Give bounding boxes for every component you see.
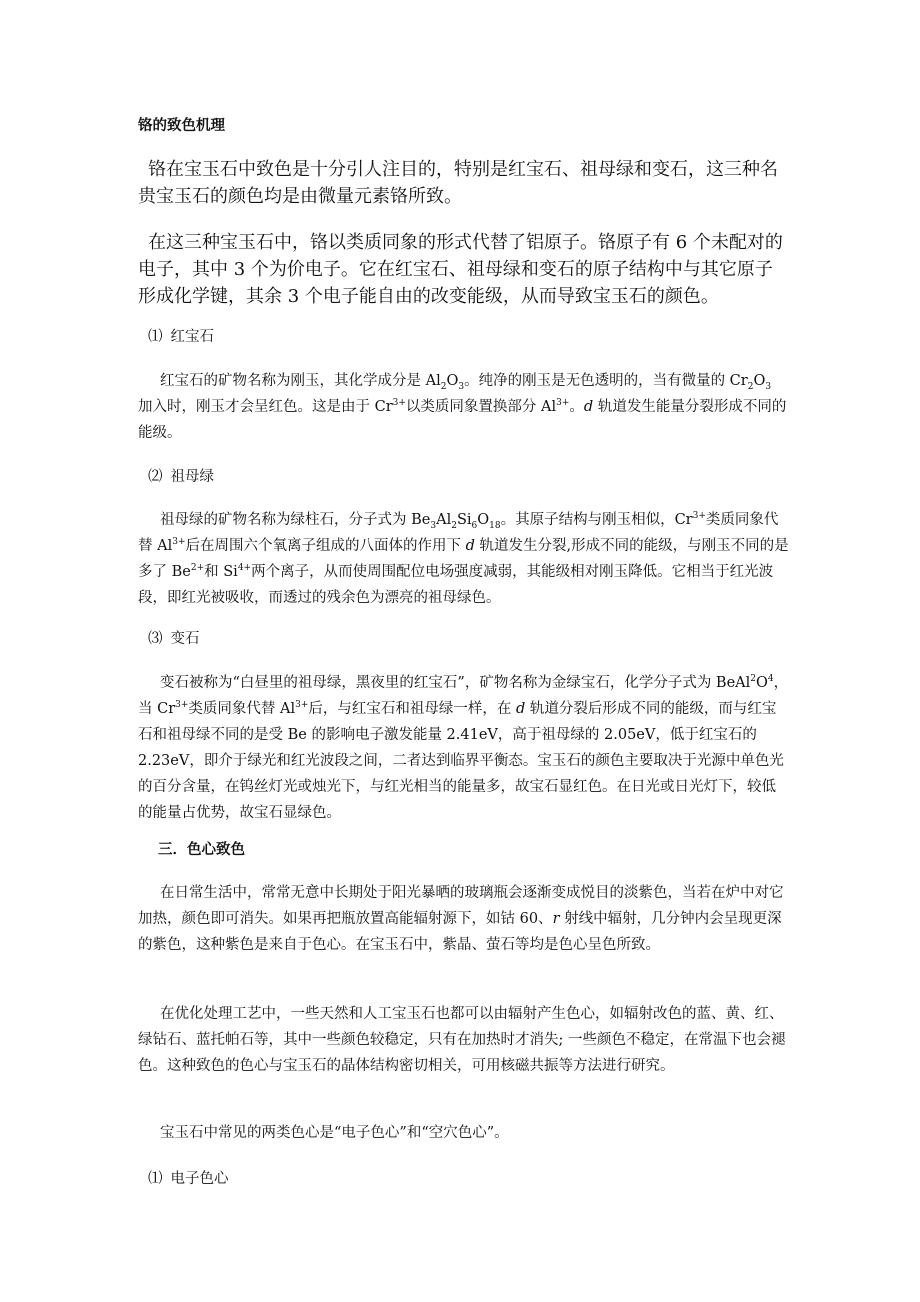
alexandrite-paragraph: 变石被称为“白昼里的祖母绿，黑夜里的红宝石”，矿物名称为金绿宝石，化学分子式为 $BeAl^2O^4$，当 $Cr^{3+}$类质同象代替 $Al^{3+}$后，与红宝石和祖母绿一样，在 d 轨道分裂后形成不同的能级，而与红宝石和祖母绿不同的是受 Be 的影响电子激发能量 2.41eV，高于祖母绿的 2.05eV，低于红宝石的 2.23eV，即介于绿光和红光波段之间，二者达到临界平衡态。宝玉石的颜色主要取决于光源中单色光的百分含量，在钨丝灯光或烛光下，与红光相当的能量多，故宝石显红色。在日光或日光灯下，较低的能量占优势，故宝石显绿色。 bbox=[138, 674, 789, 821]
alexandrite-heading bbox=[148, 627, 200, 648]
emerald-heading-text: 祖母绿 bbox=[170, 469, 214, 485]
intro-paragraph: 铬在宝玉石中致色是十分引人注目的，特别是红宝石、祖母绿和变石，这三种名贵宝玉石的颜色均是由微量元素铬所致。 bbox=[138, 159, 778, 207]
alexandrite-number: ⑶ bbox=[148, 631, 163, 647]
section-heading-color-center: 三．色心致色 bbox=[158, 842, 245, 858]
section-title: 铬的致色机理 bbox=[138, 118, 225, 134]
emerald-paragraph: 祖母绿的矿物名称为绿柱石，分子式为 $Be_3Al_2Si_6O_{18}$。其原子结构与刚玉相似，$Cr^{3+}$类质同象代替 $Al^{3+}$后在周围六个氧离子组成的八面体的作用下 d 轨道发生分裂,形成不同的能级，与刚玉不同的是多了 $Be^{2+}$和 $Si^{4+}$两个离子，从而使周围配位电场强度减弱，其能级相对刚玉降低。它相当于红光波段，即红光被吸收，而透过的残余色为漂亮的祖母绿色。 bbox=[138, 511, 789, 606]
ruby-heading-text: 红宝石 bbox=[170, 329, 214, 345]
ruby-heading bbox=[148, 325, 214, 346]
chromium-paragraph: 在这三种宝玉石中，铬以类质同象的形式代替了铝原子。铬原子有 6 个未配对的电子，其中 3 个为价电子。它在红宝石、祖母绿和变石的原子结构中与其它原子形成化学键，其余 3 个电子能自由的改变能级，从而导致宝玉石的颜色。 bbox=[138, 232, 783, 307]
color-center-paragraph-1: 在日常生活中，常常无意中长期处于阳光暴晒的玻璃瓶会逐渐变成悦目的淡紫色，当若在炉中对它加热，颜色即可消失。如果再把瓶放置高能辐射源下，如钴 60、r 射线中辐射，几分钟内会呈现更深的紫色，这种紫色是来自于色心。在宝玉石中，紫晶、萤石等均是色心呈色所致。 bbox=[138, 885, 784, 953]
ruby-number: ⑴ bbox=[148, 329, 163, 345]
color-center-paragraph-3: 宝玉石中常见的两类色心是“电子色心”和“空穴色心”。 bbox=[160, 1125, 509, 1141]
electron-center-number: ⑴ bbox=[148, 1171, 163, 1187]
emerald-heading bbox=[148, 465, 214, 486]
electron-center-heading-text: 电子色心 bbox=[170, 1171, 229, 1187]
alexandrite-heading-text: 变石 bbox=[170, 631, 200, 647]
emerald-number: ⑵ bbox=[148, 469, 163, 485]
electron-center-heading bbox=[148, 1167, 229, 1188]
color-center-paragraph-2: 在优化处理工艺中，一些天然和人工宝玉石也都可以由辐射产生色心，如辐射改色的蓝、黄、红、绿钻石、蓝托帕石等，其中一些颜色较稳定，只有在加热时才消失; 一些颜色不稳定，在常温下也会褪色。这种致色的色心与宝玉石的晶体结构密切相关，可用核磁共振等方法进行研究。 bbox=[138, 1006, 786, 1074]
ruby-paragraph: 红宝石的矿物名称为刚玉，其化学成分是 $Al_2O_3$。纯净的刚玉是无色透明的，当有微量的 $Cr_2O_3$ 加入时，刚玉才会呈红色。这是由于 $Cr^{3+}$以类质同象置换部分 $Al^{3+}$。d 轨道发生能量分裂形成不同的能级。 bbox=[138, 373, 787, 441]
